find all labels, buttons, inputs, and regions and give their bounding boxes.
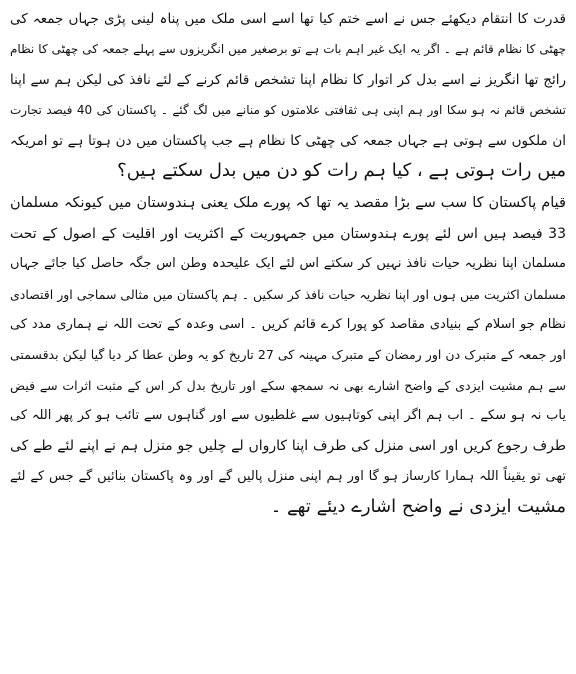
text-line: رائج تھا انگریز نے اسے بدل کر اتوار کا نظام اپنا تشخص قائم کرنے کے لئے نافذ کی لیکن ہم سے اپنا <box>10 71 566 88</box>
text-line: مسلمان اکثریت میں ہوں اور اپنا نظریہ حیات نافذ کر سکیں ۔ ہم پاکستان میں مثالی سماجی اور اقتصادی <box>10 286 566 302</box>
text-line: یاب نہ ہو سکے ۔ اب ہم اگر اپنی کوتاہیوں سے غلطیوں سے اور گناہوں سے تائب ہو کر پھر اللہ کی <box>10 408 566 424</box>
text-line: طرف رجوع کریں اور اسی منزل کی طرف اپنا کارواں لے چلیں جو منزل ہم نے اپنے لئے طے کی <box>10 438 566 455</box>
text-line: نظام جو اسلام کے بنیادی مقاصد کو پورا کرے قائم کریں ۔ اسی وعدہ کے تحت اللہ نے ہماری مدد کی <box>10 316 566 332</box>
text-line: مسلمان اپنا نظریہ حیات نافذ نہیں کر سکتے اس لئے ایک علیحدہ وطن اس جگہ حاصل کیا جائے جہاں <box>10 256 566 272</box>
text-line: قیام پاکستان کا سب سے بڑا مقصد یہ تھا کہ پورے ملک یعنی ہندوستان میں کیونکہ مسلمان <box>10 195 566 212</box>
text-line: میں رات ہوتی ہے ، کیا ہم رات کو دن میں بدل سکتے ہیں؟ <box>117 159 566 181</box>
paragraph-1 <box>10 4 566 186</box>
text-line: چھٹی کا نظام قائم ہے ۔ اگر یہ ایک غیر اہم بات ہے تو برصغیر میں انگریزوں سے پہلے جمعہ کی چھٹی کا نظام <box>10 42 566 57</box>
text-line: ان ملکوں سے ہوتی ہے جہاں جمعہ کی چھٹی کا نظام ہے جب پاکستان میں دن ہوتا ہے تو امریکہ <box>10 132 566 149</box>
paragraph-2 <box>10 188 566 522</box>
text-line: قدرت کا انتقام دیکھئے جس نے اسے ختم کیا تھا اسے اسی ملک میں پناہ لینی پڑی جہاں جمعہ کی <box>10 11 566 27</box>
text-line: مشیت ایزدی نے واضح اشارے دیئے تھے ۔ <box>270 496 566 518</box>
text-line: سے ہم مشیت ایزدی کے واضح اشارے بھی نہ سمجھ سکے اور تاریخ بدل کر اس کے مثبت اثرات سے فیض <box>10 377 566 393</box>
text-line: تھی تو یقیناً اللہ ہمارا کارساز ہو گا اور ہم اپنی منزل پالیں گے اور وہ پاکستان بنائیں گے جس کے لئے <box>10 468 566 484</box>
text-line: اور جمعہ کے متبرک دن اور رمضان کے متبرک مہینہ کی 27 تاریخ کو یہ وطن عطا کر دیا گیا لیکن بدقسمتی <box>10 347 566 363</box>
text-line: تشخص قائم نہ ہو سکا اور ہم اپنی ہی ثقافتی علامتوں کو منانے میں لگ گئے ۔ پاکستان کی 40 فیصد تجارت <box>10 103 566 118</box>
text-line: 33 فیصد ہیں اس لئے پورے ہندوستان میں جمہوریت کے اکثریت اور اقلیت کے اصول کے تحت <box>10 225 566 242</box>
